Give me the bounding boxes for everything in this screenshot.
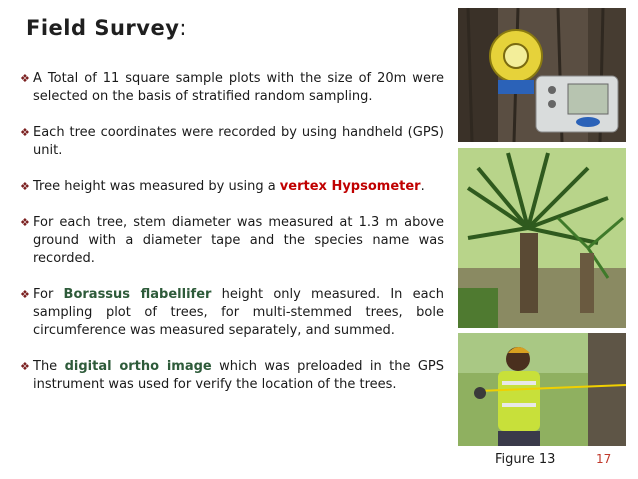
bullet-item <box>20 358 444 394</box>
bullet-item <box>20 178 444 196</box>
bullet-text <box>33 286 444 340</box>
bullet-text <box>33 70 444 106</box>
bullet-diamond-icon: ❖ <box>20 360 30 373</box>
bullet-diamond-icon: ❖ <box>20 180 30 193</box>
bullet-text <box>33 178 444 196</box>
photo-hypsometer-devices <box>458 8 626 142</box>
bullet-diamond-icon: ❖ <box>20 288 30 301</box>
bullet-text-run: For each tree, stem diameter was measured at 1.3 m above ground with a diameter tape and the species name was recorded. <box>33 215 444 266</box>
highlighted-term: vertex Hypsometer <box>279 179 421 194</box>
page-number: 17 <box>596 452 612 466</box>
bullet-list <box>20 70 444 412</box>
bullet-text-run: For <box>33 287 64 302</box>
slide-title-colon: : <box>179 16 187 40</box>
bullet-item <box>20 214 444 268</box>
bullet-item <box>20 70 444 106</box>
bullet-item <box>20 286 444 340</box>
bullet-item <box>20 124 444 160</box>
bullet-text-run: height only measured. In each sampling plot of trees, for multi-stemmed trees, bole circumference was measured separately, and summed. <box>33 287 444 338</box>
highlighted-term: digital ortho image <box>64 359 212 374</box>
bullet-text-run: A Total of 11 square sample plots with the size of 20m were selected on the basis of stratified random sampling. <box>33 71 444 104</box>
bullet-text <box>33 124 444 160</box>
bullet-text <box>33 214 444 268</box>
slide-title <box>26 16 187 40</box>
bullet-text-run: . <box>420 179 425 194</box>
slide-title-text: Field Survey <box>26 16 180 40</box>
bullet-diamond-icon: ❖ <box>20 216 30 229</box>
bullet-diamond-icon: ❖ <box>20 72 30 85</box>
bullet-text-run: Tree height was measured by using a <box>33 179 280 194</box>
bullet-diamond-icon: ❖ <box>20 126 30 139</box>
photo-field-worker <box>458 333 626 446</box>
highlighted-term: Borassus flabellifer <box>63 287 212 302</box>
photo-palm-trees <box>458 148 626 328</box>
bullet-text-run: The <box>33 359 65 374</box>
bullet-text-run: Each tree coordinates were recorded by using handheld (GPS) unit. <box>33 125 444 158</box>
bullet-text <box>33 358 444 394</box>
figure-caption: Figure 13 <box>495 452 556 467</box>
bullet-text-run: which was preloaded in the GPS instrument was used for verify the location of the trees. <box>33 359 444 392</box>
